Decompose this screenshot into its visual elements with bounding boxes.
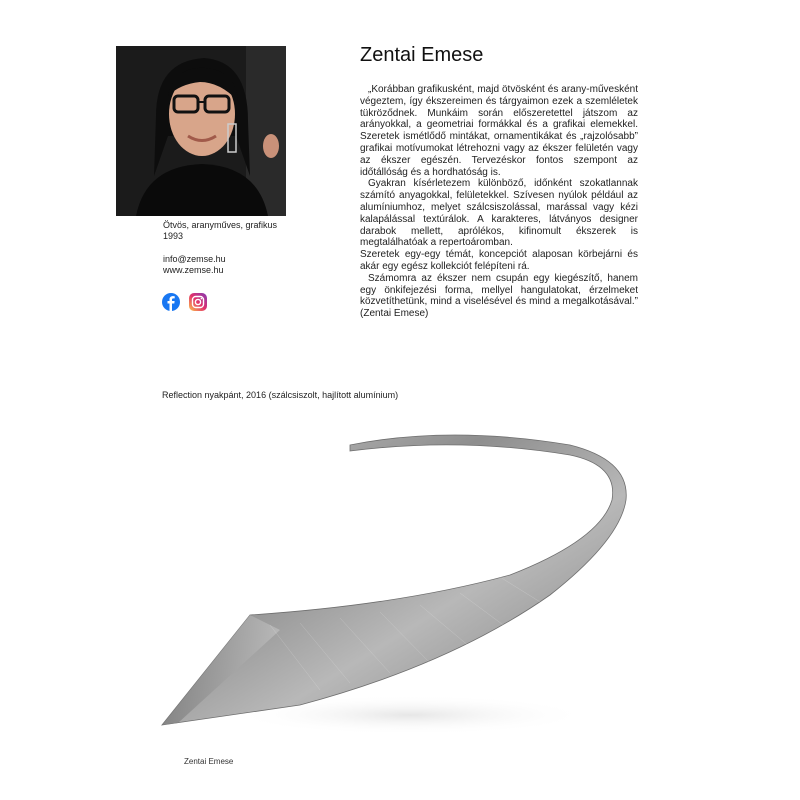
birth-year-text: 1993 (163, 231, 184, 241)
bio-paragraph: „Korábban grafikusként, majd ötvösként és arany-művesként végeztem, így ékszereimen és tárgyaimon ezek a szemléletek tükröződnek. Munkáim során előszeretettel játszom az arányokkal, a geometriai formákkal és a grafikai elemekkel. Szeretek ismétlődő mintákat, ornamentikákat és „rajzolósabb” grafikai motívumokat létrehozni vagy az ékszer felületén vagy az ékszer egészén. Tervezéskor fontos szempont az időtállóság és a hordhatóság is. (360, 84, 638, 178)
artist-portrait-photo (116, 46, 286, 216)
artist-info (163, 220, 277, 276)
social-links (162, 293, 207, 311)
facebook-icon[interactable] (162, 293, 180, 311)
necklace-image (150, 425, 640, 755)
instagram-icon[interactable] (189, 293, 207, 311)
email-text[interactable]: info@zemse.hu (163, 254, 226, 264)
website-link[interactable]: www.zemse.hu (163, 265, 224, 275)
artist-name-heading: Zentai Emese (360, 44, 484, 66)
bio-paragraph: Szeretek egy-egy témát, koncepciót alaposan körbejárni és akár egy egész kollekciót felépíteni rá. (360, 249, 638, 272)
bio-paragraph: Számomra az ékszer nem csupán egy kiegészítő, hanem egy önkifejezési forma, mellyel hangulatokat, érzelmeket közvetíthetünk, mind a viselésével és mind a megalkotásával.” (Zentai Emese) (360, 272, 638, 320)
artwork-caption: Reflection nyakpánt, 2016 (szálcsiszolt, hajlított alumínium) (162, 390, 399, 400)
bio-paragraph: Gyakran kísérletezem különböző, időnként szokatlannak számító anyagokkal, felületekkel. Szívesen nyúlok például az alumíniumhoz, melyet szálcsiszolással, marással vagy kézi kalapálással textúrálok. A karakteres, látványos designer darabok mellett, aprólékos, kifinomult ékszerek is megtalálhatóak a repertoáromban. (360, 178, 638, 249)
artist-statement (360, 84, 638, 320)
profession-text: Ötvös, aranyműves, grafikus (163, 220, 278, 230)
photo-credit: Zentai Emese (184, 757, 234, 766)
